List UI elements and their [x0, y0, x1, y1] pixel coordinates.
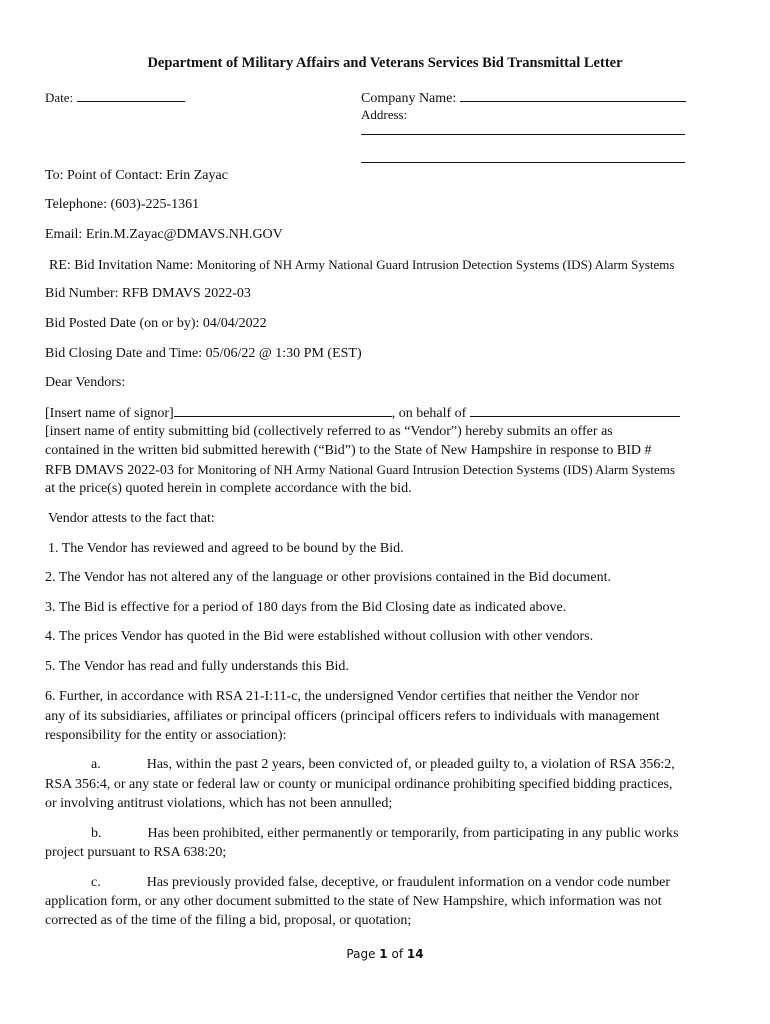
list-item-5: 5. The Vendor has read and fully understands this Bid.	[45, 659, 349, 674]
page-total: 14	[406, 947, 424, 961]
entity-blank	[470, 404, 680, 417]
insert-signor: [Insert name of signor]	[45, 406, 174, 421]
signor-line	[45, 404, 680, 422]
sub-c-line-3: corrected as of the time of the filing a bid, proposal, or quotation;	[45, 913, 412, 928]
signor-line-2: [insert name of entity submitting bid (collectively referred to as “Vendor”) hereby submits an offer as	[45, 424, 613, 439]
signor-blank	[174, 404, 392, 417]
item-6-line-1: 6. Further, in accordance with RSA 21-I:11-c, the undersigned Vendor certifies that neither the Vendor nor	[45, 689, 640, 704]
address-label: Address:	[361, 107, 408, 122]
date-label: Date:	[45, 90, 74, 105]
bid-invitation-name	[49, 256, 674, 274]
bid-closing-date: Bid Closing Date and Time: 05/06/22 @ 1:30 PM (EST)	[45, 346, 362, 361]
sub-c-line-1: c. Has previously provided false, deceptive, or fraudulent information on a vendor code number	[91, 875, 670, 890]
re-value: Monitoring of NH Army National Guard Intrusion Detection Systems (IDS) Alarm Systems	[196, 257, 675, 272]
signor-line-3: contained in the written bid submitted herewith (“Bid”) to the State of New Hampshire in response to BID #	[45, 443, 652, 458]
signor-bid-name: Monitoring of NH Army National Guard Intrusion Detection Systems (IDS) Alarm Systems	[197, 462, 675, 477]
sub-c-marker: c.	[91, 875, 101, 890]
page-footer: Page 1 of 14	[346, 947, 424, 961]
attests-heading: Vendor attests to the fact that:	[48, 511, 215, 526]
signor-line-5: at the price(s) quoted herein in complete accordance with the bid.	[45, 481, 412, 496]
sub-b-marker: b.	[91, 826, 102, 841]
address-line-1	[361, 121, 685, 135]
sub-a-line-2: RSA 356:4, or any state or federal law or county or municipal ordinance prohibiting specified bidding practices,	[45, 777, 673, 792]
telephone: Telephone: (603)-225-1361	[45, 197, 200, 212]
date-field	[45, 89, 185, 107]
bid-posted-date: Bid Posted Date (on or by): 04/04/2022	[45, 316, 267, 331]
signor-line-4	[45, 461, 675, 479]
date-blank	[77, 89, 185, 102]
sub-a-line-1: a. Has, within the past 2 years, been convicted of, or pleaded guilty to, a violation of RSA 356:2,	[91, 757, 675, 772]
on-behalf-of: , on behalf of	[391, 406, 467, 421]
sub-c-line-2: application form, or any other document submitted to the state of New Hampshire, which information was not	[45, 894, 662, 909]
list-item-3: 3. The Bid is effective for a period of 180 days from the Bid Closing date as indicated above.	[45, 600, 567, 615]
item-6-line-2: any of its subsidiaries, affiliates or principal officers (principal officers refers to individuals with management	[45, 709, 660, 724]
document-title: Department of Military Affairs and Veterans Services Bid Transmittal Letter	[147, 55, 623, 71]
bid-number: Bid Number: RFB DMAVS 2022-03	[45, 286, 251, 301]
list-item-4: 4. The prices Vendor has quoted in the Bid were established without collusion with other vendors.	[45, 629, 594, 644]
sub-a-line-3: or involving antitrust violations, which has not been annulled;	[45, 796, 393, 811]
signor-bid-ref: RFB DMAVS 2022-03 for	[45, 463, 194, 478]
list-item-2: 2. The Vendor has not altered any of the language or other provisions contained in the Bid document.	[45, 570, 611, 585]
page-number: 1	[379, 947, 388, 961]
sub-b-line-1: b. Has been prohibited, either permanently or temporarily, from participating in any public works	[91, 826, 679, 841]
re-label: RE: Bid Invitation Name:	[49, 258, 194, 273]
point-of-contact: To: Point of Contact: Erin Zayac	[45, 168, 228, 183]
item-6-line-3: responsibility for the entity or association):	[45, 728, 287, 743]
sub-b-line-2: project pursuant to RSA 638:20;	[45, 845, 227, 860]
list-item-1: 1. The Vendor has reviewed and agreed to be bound by the Bid.	[48, 541, 404, 556]
email: Email: Erin.M.Zayac@DMAVS.NH.GOV	[45, 227, 283, 242]
sub-a-marker: a.	[91, 757, 101, 772]
company-field	[361, 89, 686, 107]
company-label: Company Name:	[361, 91, 457, 106]
company-blank	[460, 89, 686, 102]
salutation: Dear Vendors:	[45, 375, 126, 390]
address-line-2	[361, 149, 685, 163]
